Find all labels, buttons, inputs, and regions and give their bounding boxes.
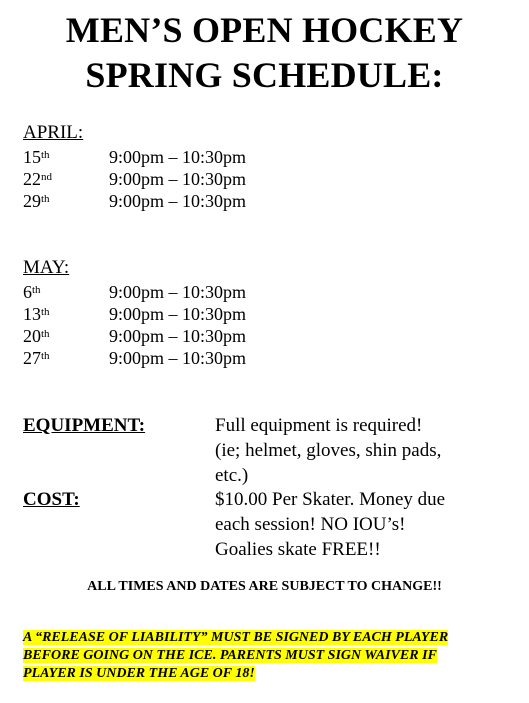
time-range: 9:00pm – 10:30pm	[109, 147, 247, 167]
cost-line-1: $10.00 Per Skater. Money due	[215, 489, 446, 510]
date-label: 6th	[23, 282, 41, 302]
date-label: 27th	[23, 348, 50, 368]
title-line-1: MEN’S OPEN HOCKEY	[65, 10, 464, 50]
date-label: 29th	[23, 191, 50, 211]
may-heading: MAY:	[23, 257, 70, 278]
date-label: 22nd	[23, 169, 52, 189]
equipment-label: EQUIPMENT:	[23, 415, 146, 436]
change-notice: ALL TIMES AND DATES ARE SUBJECT TO CHANGE!!	[87, 579, 442, 594]
time-range: 9:00pm – 10:30pm	[109, 191, 247, 211]
equipment-line-2: (ie; helmet, gloves, shin pads,	[215, 440, 442, 461]
equipment-line-3: etc.)	[215, 465, 249, 486]
april-heading: APRIL:	[23, 122, 84, 143]
equipment-line-1: Full equipment is required!	[215, 415, 423, 436]
time-range: 9:00pm – 10:30pm	[109, 169, 247, 189]
time-range: 9:00pm – 10:30pm	[109, 282, 247, 302]
date-label: 13th	[23, 304, 50, 324]
waiver-line-2	[23, 647, 437, 665]
highlighted-text: A “RELEASE OF LIABILITY” MUST BE SIGNED BY EACH PLAYER	[23, 630, 449, 645]
time-range: 9:00pm – 10:30pm	[109, 348, 247, 368]
cost-label: COST:	[23, 489, 80, 510]
cost-line-2: each session! NO IOU’s!	[215, 514, 406, 535]
time-range: 9:00pm – 10:30pm	[109, 326, 247, 346]
highlighted-text: PLAYER IS UNDER THE AGE OF 18!	[23, 666, 255, 681]
date-label: 15th	[23, 147, 50, 167]
date-label: 20th	[23, 326, 50, 346]
waiver-line-1	[23, 629, 448, 647]
cost-line-3: Goalies skate FREE!!	[215, 539, 381, 560]
highlighted-text: BEFORE GOING ON THE ICE. PARENTS MUST SIGN WAIVER IF	[23, 648, 437, 663]
title-line-2: SPRING SCHEDULE:	[85, 55, 444, 95]
waiver-line-3	[23, 665, 255, 683]
time-range: 9:00pm – 10:30pm	[109, 304, 247, 324]
